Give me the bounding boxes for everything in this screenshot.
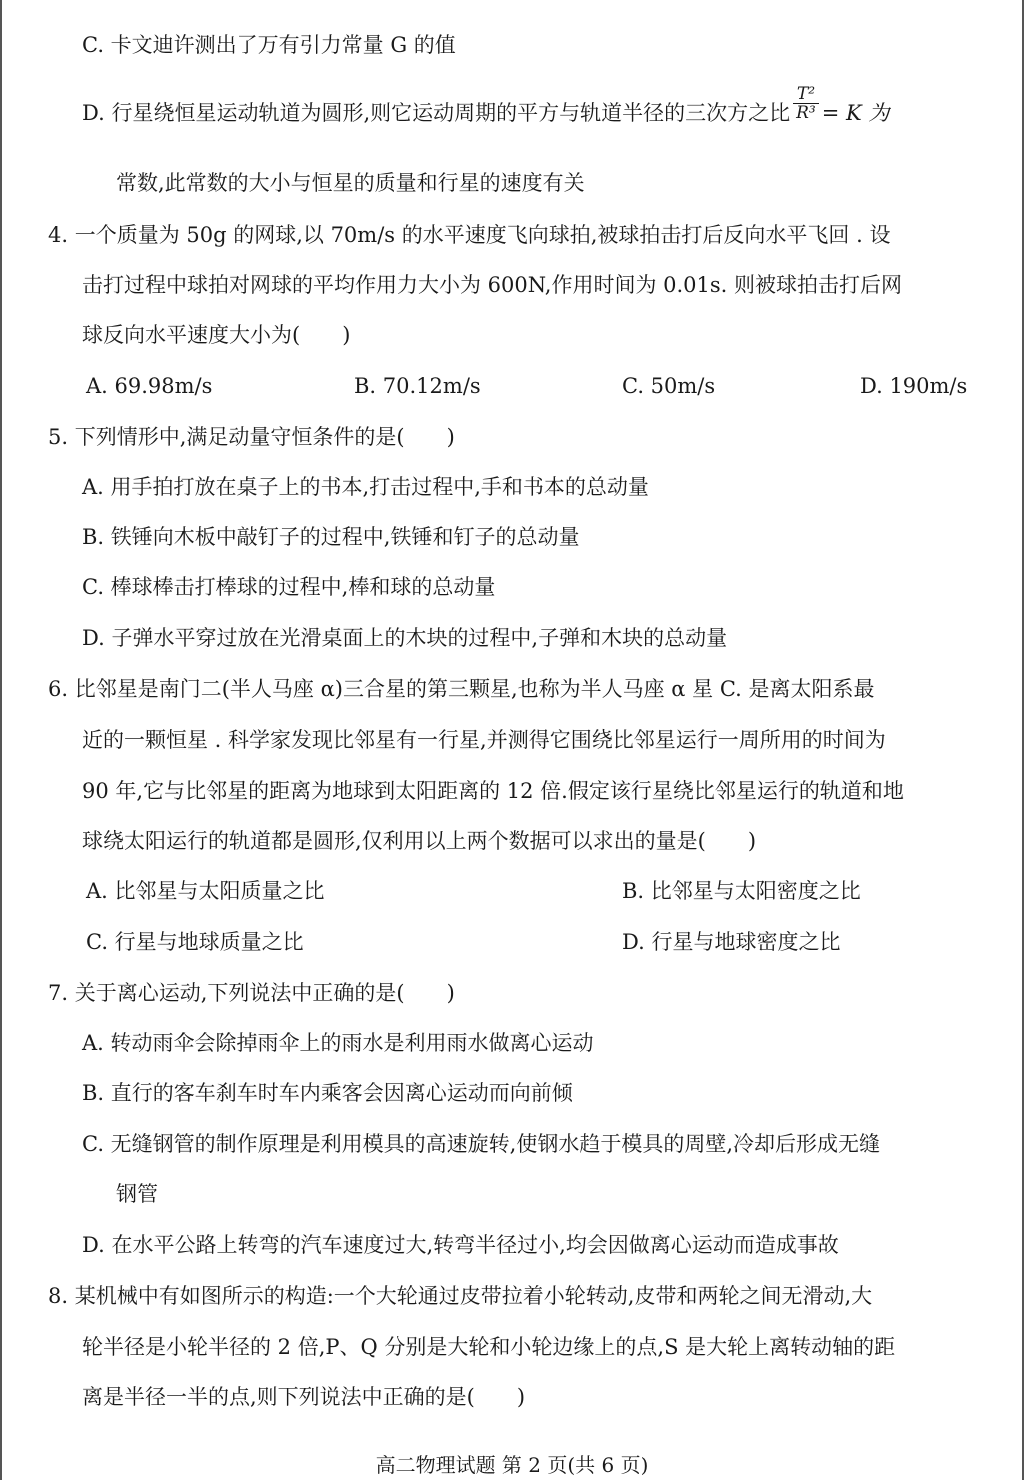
q6-stem-line-1: 6. 比邻星是南门二(半人马座 α)三合星的第三颗星,也称为半人马座 α 星 C. 是离太阳系最 [48, 677, 875, 701]
q5-option-d: D. 子弹水平穿过放在光滑桌面上的木块的过程中,子弹和木块的总动量 [82, 626, 728, 650]
q7-option-d: D. 在水平公路上转弯的汽车速度过大,转弯半径过小,均会因做离心运动而造成事故 [82, 1233, 839, 1257]
q4-option-a: A. 69.98m/s [86, 374, 213, 398]
q6-stem-line-2: 近的一颗恒星 . 科学家发现比邻星有一行星,并测得它围绕比邻星运行一周所用的时间为 [82, 728, 886, 752]
q7-option-a: A. 转动雨伞会除掉雨伞上的雨水是利用雨水做离心运动 [82, 1031, 594, 1055]
q4-option-b: B. 70.12m/s [354, 374, 481, 398]
q3-option-d-text: D. 行星绕恒星运动轨道为圆形,则它运动周期的平方与轨道半径的三次方之比 [82, 101, 791, 125]
q7-stem: 7. 关于离心运动,下列说法中正确的是( ) [48, 981, 455, 1005]
q4-stem-line-1: 4. 一个质量为 50g 的网球,以 70m/s 的水平速度飞向球拍,被球拍击打后反向水平飞回 . 设 [48, 223, 891, 247]
page-left-border [0, 0, 2, 1480]
q8-stem-line-3: 离是半径一半的点,则下列说法中正确的是( ) [82, 1385, 526, 1409]
page-footer: 高二物理试题 第 2 页(共 6 页) [375, 1453, 649, 1477]
q6-option-d: D. 行星与地球密度之比 [622, 930, 841, 954]
q4-option-d: D. 190m/s [860, 374, 968, 398]
q8-stem-line-2: 轮半径是小轮半径的 2 倍,P、Q 分别是大轮和小轮边缘上的点,S 是大轮上离转动轴的距 [82, 1335, 896, 1359]
fraction-denominator: R³ [796, 103, 816, 123]
q3-option-c: C. 卡文迪许测出了万有引力常量 G 的值 [82, 33, 456, 57]
q5-option-a: A. 用手拍打放在桌子上的书本,打击过程中,手和书本的总动量 [82, 475, 649, 499]
q6-stem-line-4: 球绕太阳运行的轨道都是圆形,仅利用以上两个数据可以求出的量是( ) [82, 829, 757, 853]
q5-stem: 5. 下列情形中,满足动量守恒条件的是( ) [48, 425, 455, 449]
q3-option-d [82, 84, 890, 126]
q6-option-c: C. 行星与地球质量之比 [86, 930, 304, 954]
q5-option-b: B. 铁锤向木板中敲钉子的过程中,铁锤和钉子的总动量 [82, 525, 580, 549]
q8-stem-line-1: 8. 某机械中有如图所示的构造:一个大轮通过皮带拉着小轮转动,皮带和两轮之间无滑动,大 [48, 1284, 873, 1308]
q3-option-d-continuation: 常数,此常数的大小与恒星的质量和行星的速度有关 [116, 171, 585, 195]
q6-option-a: A. 比邻星与太阳质量之比 [86, 879, 325, 903]
q7-option-b: B. 直行的客车刹车时车内乘客会因离心运动而向前倾 [82, 1081, 573, 1105]
q7-option-c: C. 无缝钢管的制作原理是利用模具的高速旋转,使钢水趋于模具的周壁,冷却后形成无缝 [82, 1132, 881, 1156]
fraction-numerator: T² [793, 85, 819, 104]
q4-stem-line-3: 球反向水平速度大小为( ) [82, 323, 351, 347]
q3-option-d-equation-tail: = K 为 [821, 101, 890, 125]
q7-option-c-continuation: 钢管 [116, 1182, 158, 1206]
q5-option-c: C. 棒球棒击打棒球的过程中,棒和球的总动量 [82, 575, 496, 599]
q4-option-c: C. 50m/s [622, 374, 716, 398]
q6-stem-line-3: 90 年,它与比邻星的距离为地球到太阳距离的 12 倍.假定该行星绕比邻星运行的轨道和地 [82, 779, 904, 803]
q4-stem-line-2: 击打过程中球拍对网球的平均作用力大小为 600N,作用时间为 0.01s. 则被球拍击打后网 [82, 273, 903, 297]
period-radius-fraction [793, 85, 819, 122]
q6-option-b: B. 比邻星与太阳密度之比 [622, 879, 861, 903]
